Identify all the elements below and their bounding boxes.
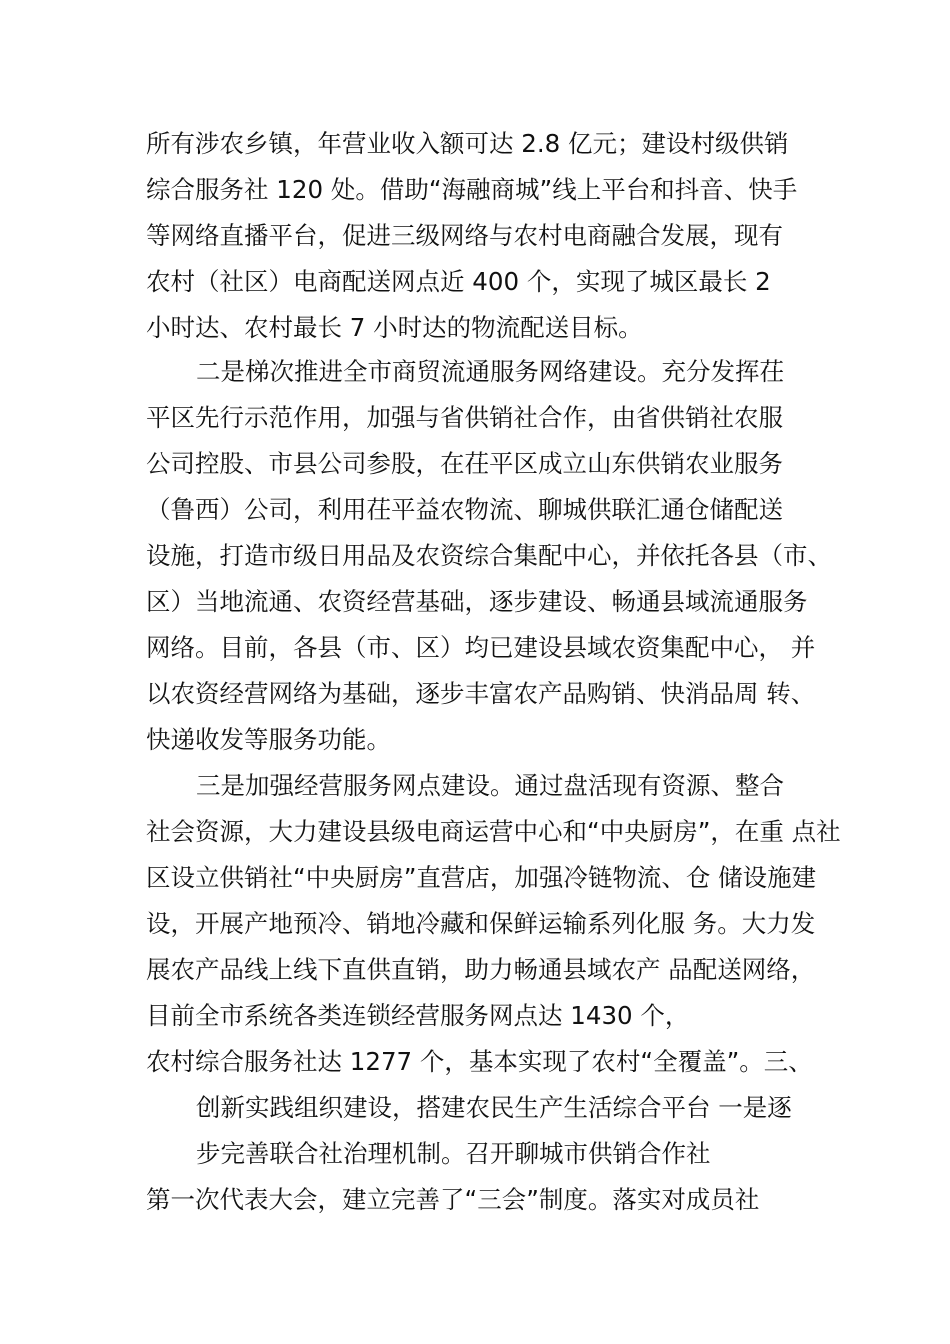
text-line-4: 农村（社区）电商配送网点近 400 个，实现了城区最长 2 <box>146 267 771 296</box>
text-line-18: 设，开展产地预冷、销地冷藏和保鲜运输系列化服 务。大力发 <box>146 909 816 938</box>
text-line-24: 第一次代表大会，建立完善了“三会”制度。落实对成员社 <box>146 1185 760 1214</box>
text-line-9: （鲁西）公司，利用茌平益农物流、聊城供联汇通仓储配送 <box>146 495 783 524</box>
text-line-2: 综合服务社 120 处。借助“海融商城”线上平台和抖音、快手 <box>146 175 798 204</box>
text-line-3: 等网络直播平台，促进三级网络与农村电商融合发展，现有 <box>146 221 783 250</box>
text-line-23: 步完善联合社治理机制。召开聊城市供销合作社 <box>196 1139 711 1168</box>
text-line-10: 设施，打造市级日用品及农资综合集配中心，并依托各县（市、 <box>146 541 832 570</box>
text-line-14: 快递收发等服务功能。 <box>146 725 391 754</box>
text-line-11: 区）当地流通、农资经营基础，逐步建设、畅通县域流通服务 <box>146 587 808 616</box>
text-line-17: 区设立供销社“中央厨房”直营店，加强冷链物流、仓 储设施建 <box>146 863 817 892</box>
text-line-1: 所有涉农乡镇，年营业收入额可达 2.8 亿元；建设村级供销 <box>146 129 789 158</box>
text-line-21: 农村综合服务社达 1277 个，基本实现了农村“全覆盖”。三、 <box>146 1047 813 1076</box>
text-line-12: 网络。目前，各县（市、区）均已建设县域农资集配中心， 并 <box>146 633 816 662</box>
text-line-19: 展农产品线上线下直供直销，助力畅通县域农产 品配送网络， <box>146 955 816 984</box>
text-line-5: 小时达、农村最长 7 小时达的物流配送目标。 <box>146 313 643 342</box>
text-line-13: 以农资经营网络为基础，逐步丰富农产品购销、快消品周 转、 <box>146 679 816 708</box>
text-line-6: 二是梯次推进全市商贸流通服务网络建设。充分发挥茌 <box>196 357 784 386</box>
text-line-16: 社会资源，大力建设县级电商运营中心和“中央厨房”，在重 点社 <box>146 817 841 846</box>
text-line-15: 三是加强经营服务网点建设。通过盘活现有资源、整合 <box>196 771 784 800</box>
text-line-7: 平区先行示范作用，加强与省供销社合作，由省供销社农服 <box>146 403 783 432</box>
text-line-20: 目前全市系统各类连锁经营服务网点达 1430 个， <box>146 1001 690 1030</box>
text-line-22: 创新实践组织建设，搭建农民生产生活综合平台 一是逐 <box>196 1093 792 1122</box>
text-line-8: 公司控股、市县公司参股，在茌平区成立山东供销农业服务 <box>146 449 783 478</box>
